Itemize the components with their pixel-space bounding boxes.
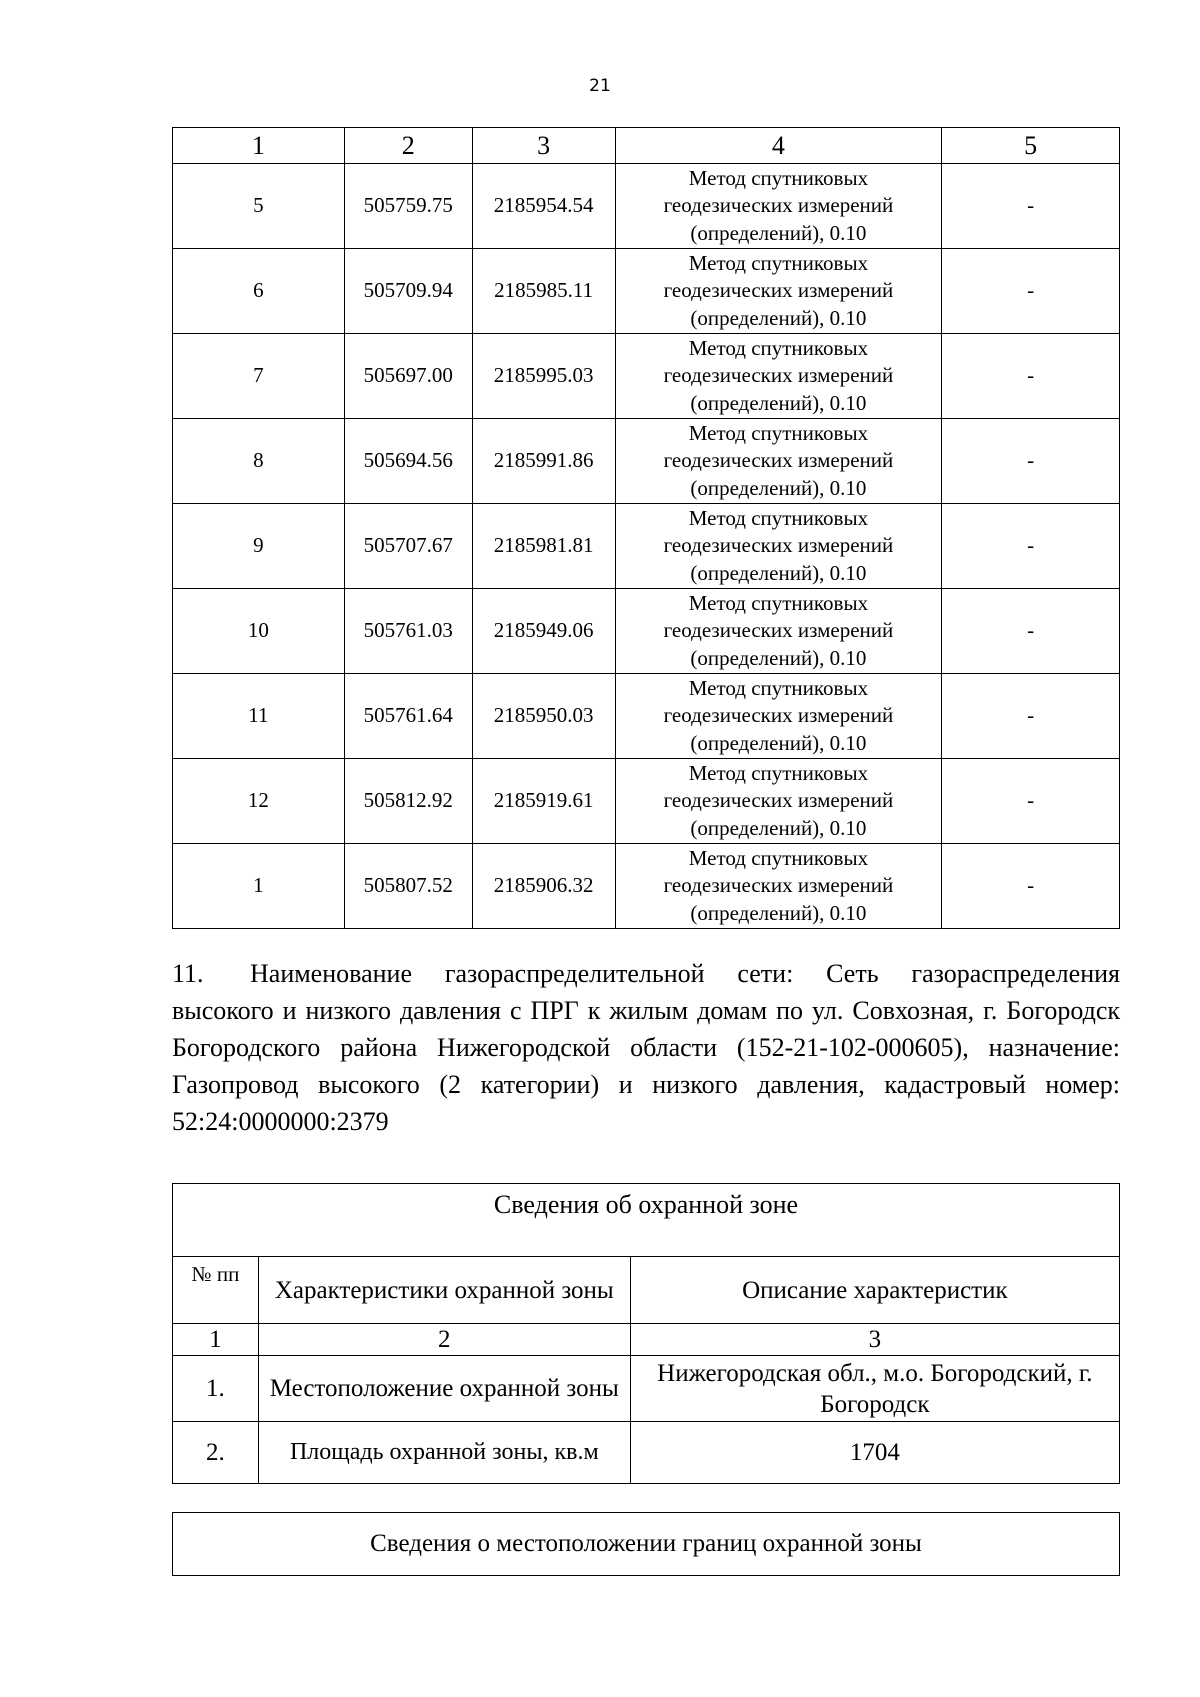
section-body: Наименование газораспределительной сети: Сеть газораспределения высокого и низкого давления с ПРГ к жилым домам по ул. Совхозная, г. Богородск Богородского района Нижегородской области (152-21-102-000605), назначение: Газопровод высокого (2 категории) и низкого давления, кадастровый номер: 52:24:0000000:2379 [172, 959, 1120, 1136]
coordinate-y: 2185991.86 [472, 419, 615, 504]
coordinate-y: 2185995.03 [472, 334, 615, 419]
column-header: 2 [344, 128, 472, 164]
method-cell [615, 674, 942, 759]
row-description: 1704 [630, 1422, 1119, 1484]
table-row [173, 844, 1120, 929]
coordinate-x: 505709.94 [344, 249, 472, 334]
table-row [173, 334, 1120, 419]
table-row [173, 589, 1120, 674]
header-row [173, 128, 1120, 164]
column-header: 5 [942, 128, 1120, 164]
note: - [942, 504, 1120, 589]
table-row [173, 504, 1120, 589]
coordinate-y: 2185981.81 [472, 504, 615, 589]
method-line: геодезических измерений [663, 278, 894, 303]
method-line: геодезических измерений [663, 788, 894, 813]
section-paragraph [172, 955, 1120, 1140]
row-description: Нижегородская обл., м.о. Богородский, г. Богородск [630, 1356, 1119, 1422]
method-line: геодезических измерений [663, 873, 894, 898]
coordinate-y: 2185906.32 [472, 844, 615, 929]
note: - [942, 334, 1120, 419]
coordinate-y: 2185950.03 [472, 674, 615, 759]
method-line: Метод спутниковых [688, 420, 869, 445]
coordinate-y: 2185949.06 [472, 589, 615, 674]
coordinate-x: 505807.52 [344, 844, 472, 929]
method-cell [615, 419, 942, 504]
method-cell [615, 844, 942, 929]
method-line: геодезических измерений [663, 618, 894, 643]
point-number: 6 [173, 249, 345, 334]
coordinate-x: 505761.03 [344, 589, 472, 674]
method-cell [615, 164, 942, 249]
method-line: геодезических измерений [663, 193, 894, 218]
method-line: Метод спутниковых [688, 250, 869, 275]
row-characteristic: Площадь охранной зоны, кв.м [258, 1422, 630, 1484]
table-row [173, 759, 1120, 844]
coordinate-x: 505759.75 [344, 164, 472, 249]
table-row [173, 419, 1120, 504]
point-number: 1 [173, 844, 345, 929]
method-line: (определений), 0.10 [690, 560, 867, 585]
method-line: геодезических измерений [663, 363, 894, 388]
method-line: Метод спутниковых [688, 335, 869, 360]
note: - [942, 249, 1120, 334]
method-line: (определений), 0.10 [690, 730, 867, 755]
method-line: Метод спутниковых [688, 845, 869, 870]
method-line: геодезических измерений [663, 533, 894, 558]
method-line: Метод спутниковых [688, 590, 869, 615]
coordinate-y: 2185985.11 [472, 249, 615, 334]
coordinate-x: 505812.92 [344, 759, 472, 844]
table-row [173, 249, 1120, 334]
method-line: (определений), 0.10 [690, 900, 867, 925]
zone-table-title: Сведения об охранной зоне [173, 1184, 1120, 1257]
method-line: (определений), 0.10 [690, 815, 867, 840]
column-header-number: № пп [173, 1257, 259, 1324]
table-row [173, 1356, 1120, 1422]
coordinate-y: 2185919.61 [472, 759, 615, 844]
boundary-table-title: Сведения о местоположении границ охранной зоны [173, 1513, 1120, 1576]
method-line: геодезических измерений [663, 703, 894, 728]
method-line: (определений), 0.10 [690, 645, 867, 670]
table-row [173, 164, 1120, 249]
table-row [173, 674, 1120, 759]
column-number: 1 [173, 1324, 259, 1356]
table-row [173, 1422, 1120, 1484]
column-header: 1 [173, 128, 345, 164]
column-number: 2 [258, 1324, 630, 1356]
column-header-characteristic: Характеристики охранной зоны [258, 1257, 630, 1324]
page-number: 21 [589, 76, 611, 96]
note: - [942, 589, 1120, 674]
note: - [942, 164, 1120, 249]
point-number: 12 [173, 759, 345, 844]
point-number: 10 [173, 589, 345, 674]
coordinate-x: 505707.67 [344, 504, 472, 589]
note: - [942, 674, 1120, 759]
method-line: (определений), 0.10 [690, 220, 867, 245]
method-cell [615, 504, 942, 589]
protection-zone-table [172, 1183, 1120, 1484]
coordinates-table [172, 127, 1120, 929]
method-line: Метод спутниковых [688, 505, 869, 530]
method-line: Метод спутниковых [688, 165, 869, 190]
point-number: 8 [173, 419, 345, 504]
method-cell [615, 759, 942, 844]
point-number: 9 [173, 504, 345, 589]
note: - [942, 844, 1120, 929]
note: - [942, 759, 1120, 844]
point-number: 7 [173, 334, 345, 419]
method-line: (определений), 0.10 [690, 390, 867, 415]
point-number: 11 [173, 674, 345, 759]
coordinate-x: 505694.56 [344, 419, 472, 504]
section-number: 11. [172, 959, 204, 988]
point-number: 5 [173, 164, 345, 249]
coordinate-x: 505697.00 [344, 334, 472, 419]
method-line: Метод спутниковых [688, 675, 869, 700]
column-header-description: Описание характеристик [630, 1257, 1119, 1324]
coordinate-x: 505761.64 [344, 674, 472, 759]
method-cell [615, 249, 942, 334]
row-characteristic: Местоположение охранной зоны [258, 1356, 630, 1422]
row-number: 1. [173, 1356, 259, 1422]
note: - [942, 419, 1120, 504]
method-line: (определений), 0.10 [690, 305, 867, 330]
boundary-table [172, 1512, 1120, 1576]
row-number: 2. [173, 1422, 259, 1484]
method-line: Метод спутниковых [688, 760, 869, 785]
method-cell [615, 589, 942, 674]
column-header: 4 [615, 128, 942, 164]
method-cell [615, 334, 942, 419]
coordinate-y: 2185954.54 [472, 164, 615, 249]
method-line: (определений), 0.10 [690, 475, 867, 500]
column-number: 3 [630, 1324, 1119, 1356]
method-line: геодезических измерений [663, 448, 894, 473]
column-header: 3 [472, 128, 615, 164]
